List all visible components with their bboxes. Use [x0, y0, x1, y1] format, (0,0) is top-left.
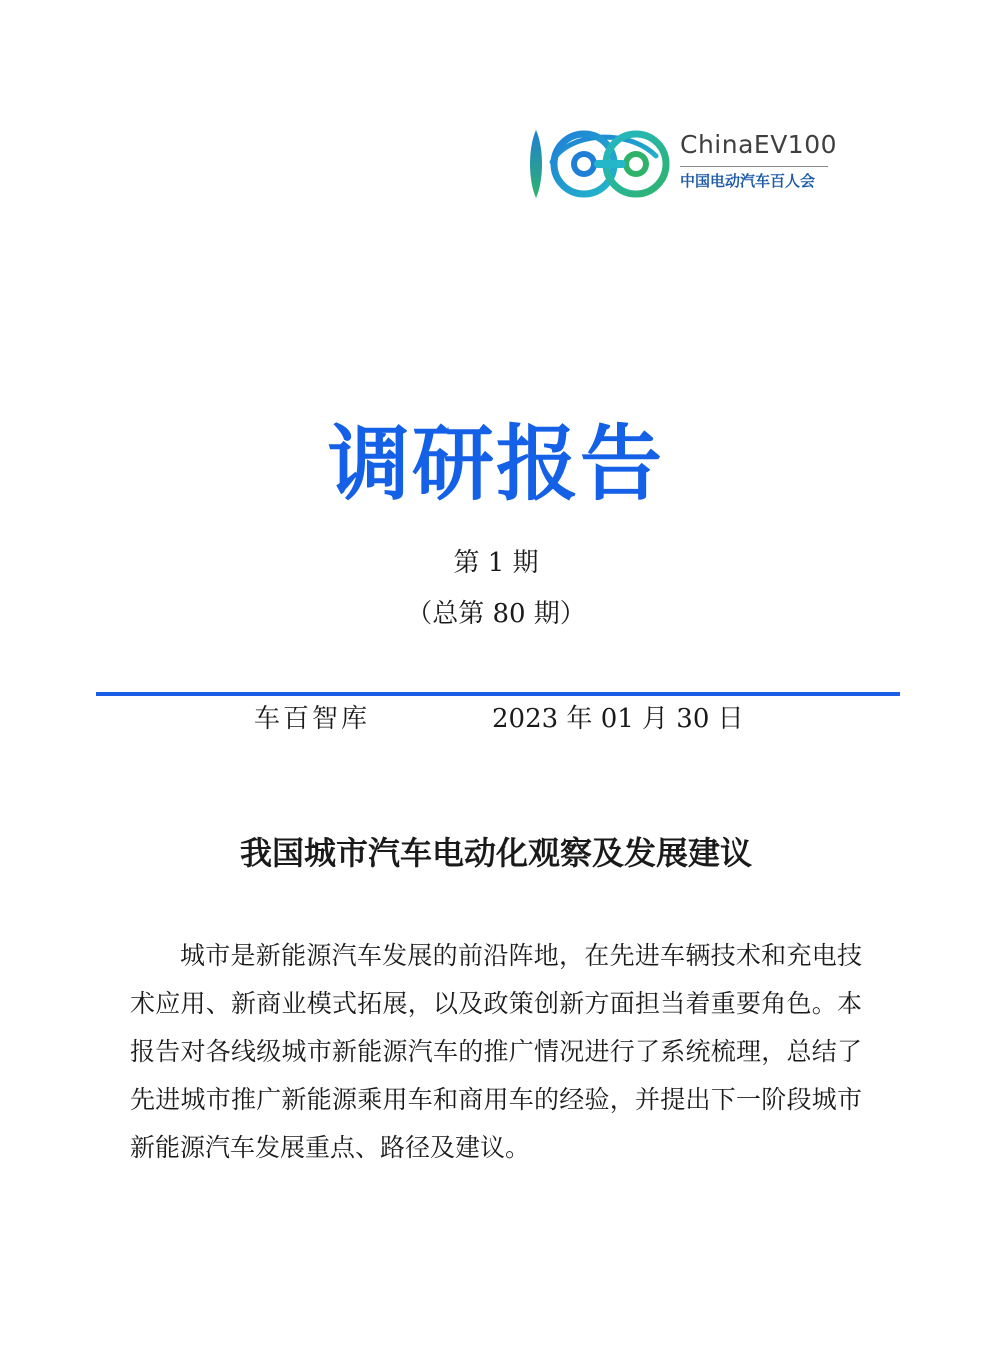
publish-date: 2023 年 01 月 30 日	[492, 704, 744, 734]
ev100-car-logo-icon	[524, 128, 674, 200]
issue-number: 第 1 期	[453, 548, 539, 578]
summary-paragraph: 城市是新能源汽车发展的前沿阵地，在先进车辆技术和充电技术应用、新商业模式拓展，以及政策创新方面担当着重要角色。本报告对各线级城市新能源汽车的推广情况进行了系统梳理，总结了先进城市推广新能源乘用车和商用车的经验，并提出下一阶段城市新能源汽车发展重点、路径及建议。	[130, 941, 862, 1162]
publisher: 车百智库	[254, 704, 371, 734]
header-divider	[96, 692, 900, 696]
logo-text-cn: 中国电动汽车百人会	[680, 172, 816, 190]
logo-divider	[680, 166, 828, 167]
total-issue-number: （总第 80 期）	[406, 599, 586, 629]
logo	[524, 128, 838, 200]
report-summary	[130, 932, 862, 1172]
report-title: 我国城市汽车电动化观察及发展建议	[239, 834, 752, 872]
logo-text-en: ChinaEV100	[680, 130, 838, 159]
cover-title: 调研报告	[327, 417, 664, 512]
